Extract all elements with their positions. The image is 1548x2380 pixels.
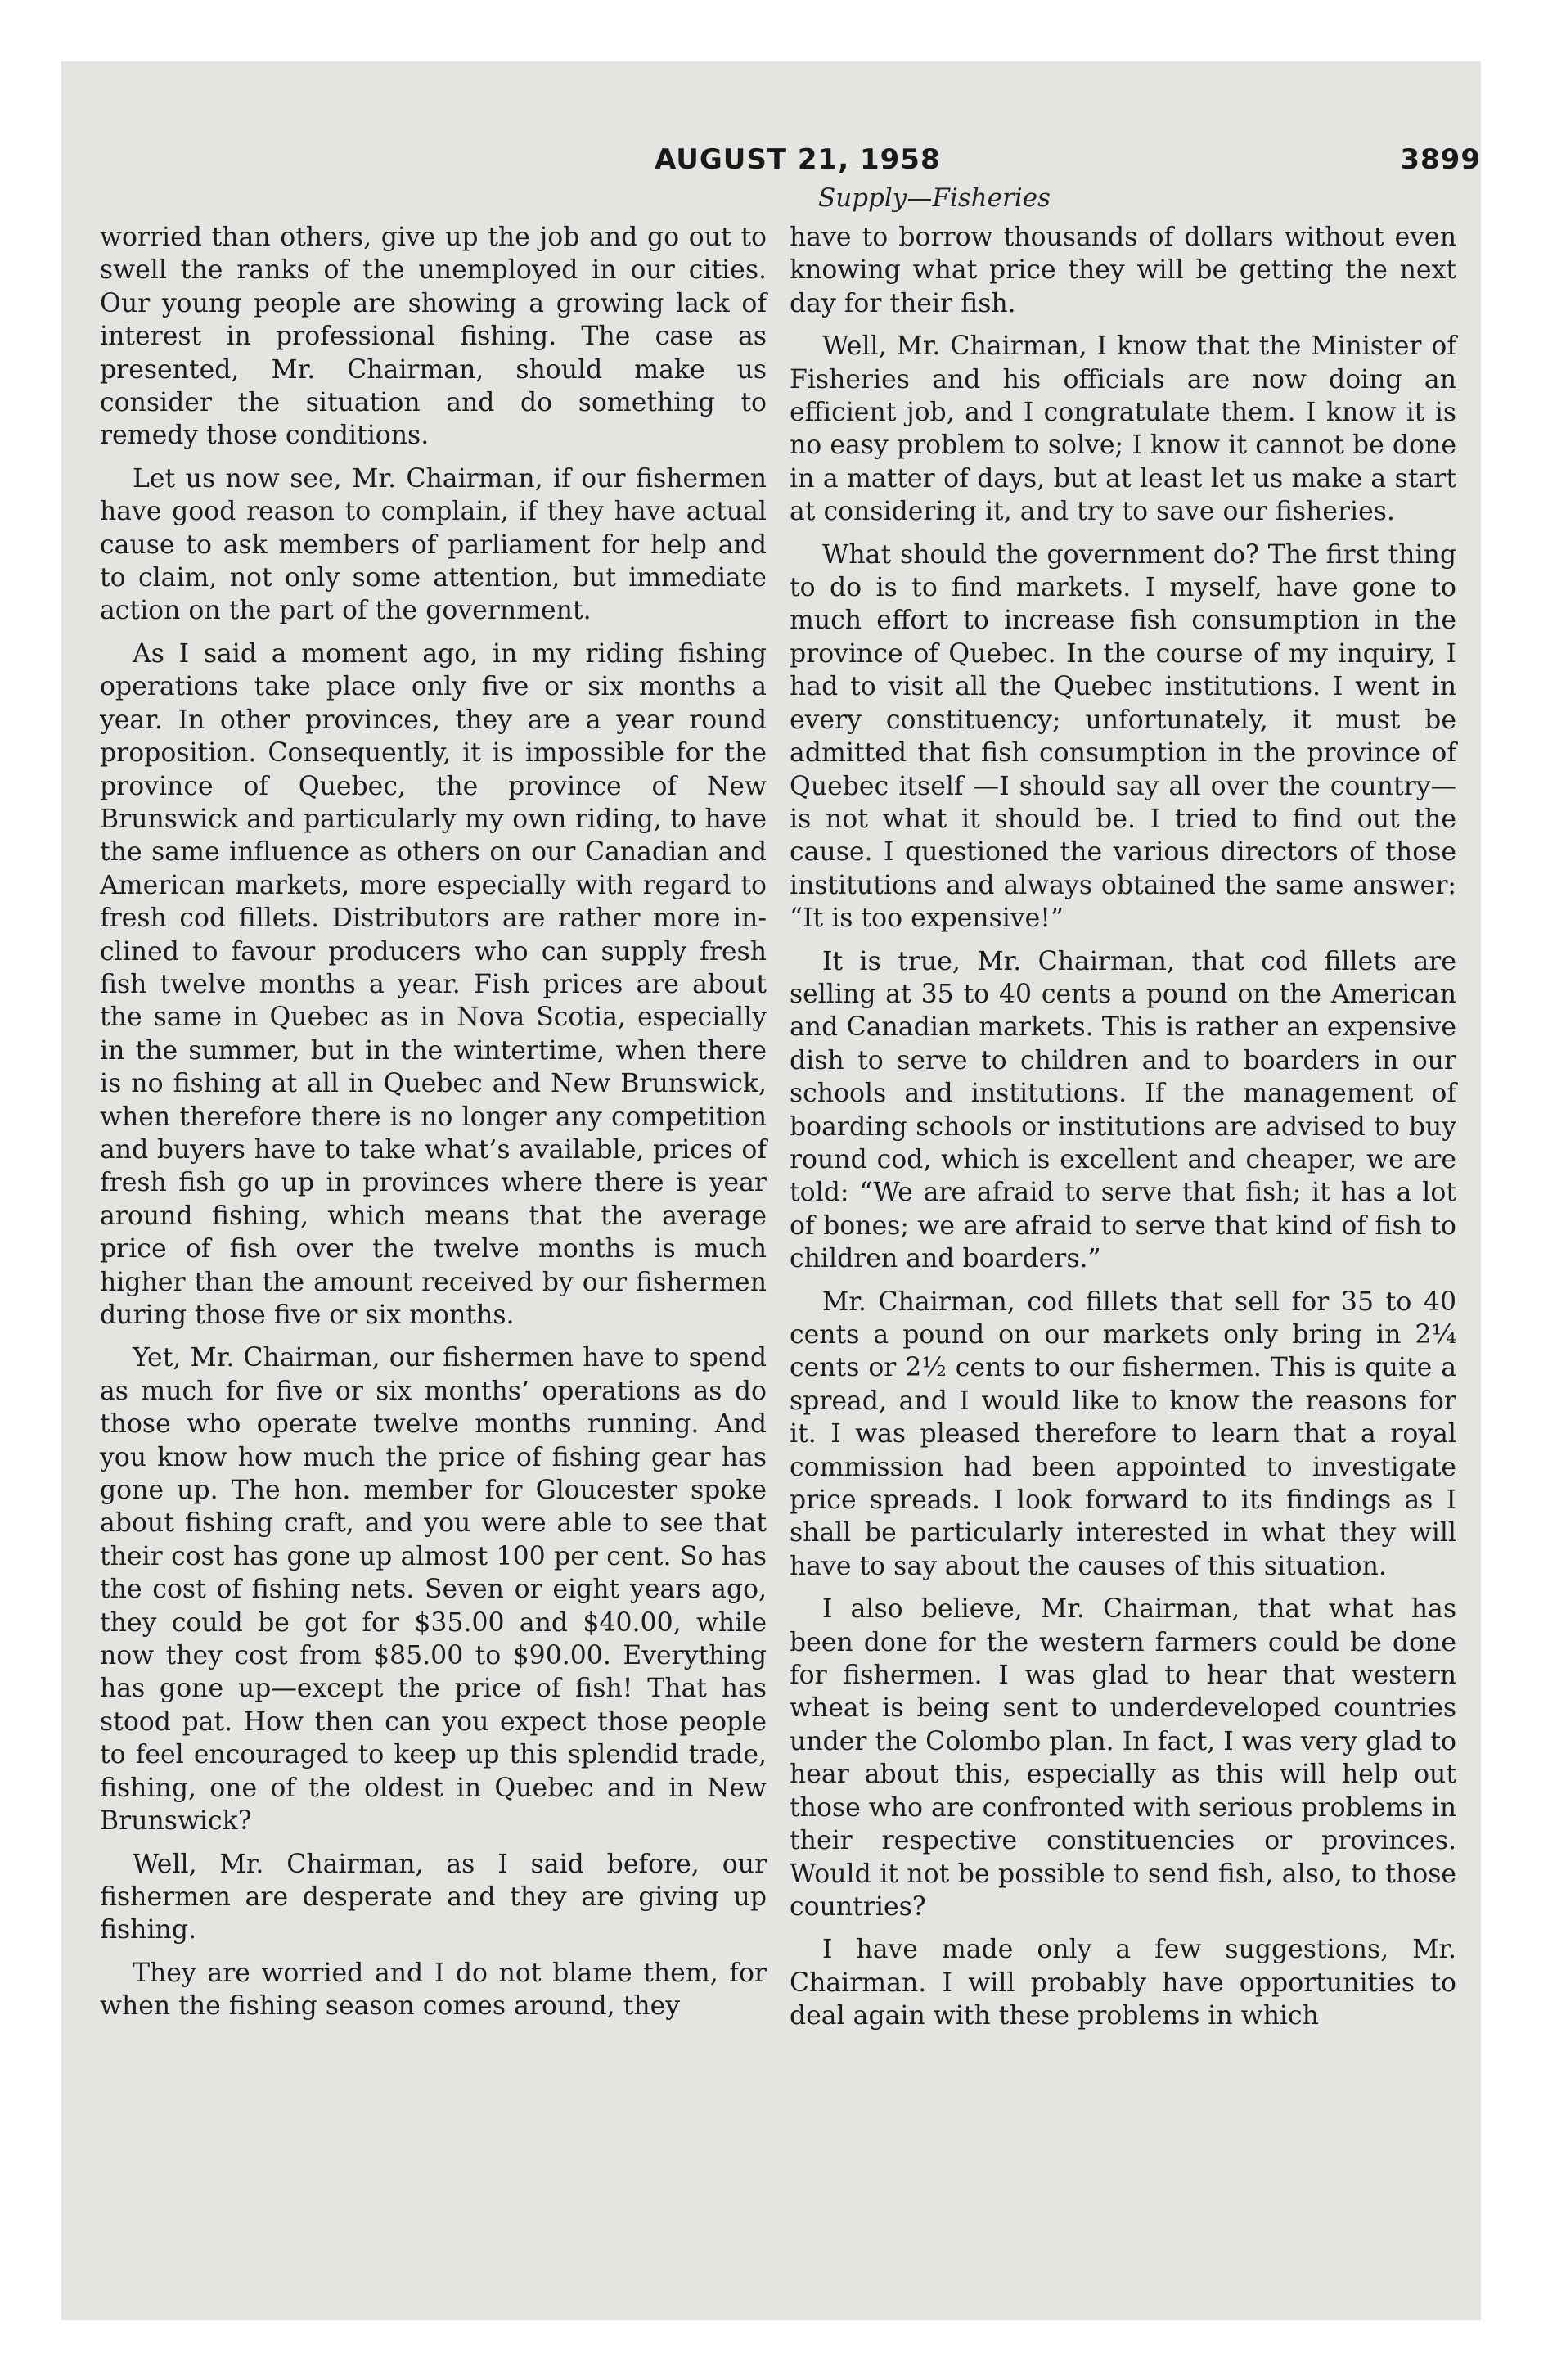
page-number: 3899 <box>1400 143 1481 176</box>
paragraph: It is true, Mr. Chairman, that cod fillets are selling at 35 to 40 cents a pound on the American and Canadian markets. This is rather an expensive dish to serve to children and to boarders in our schools and institutions. If the management of boarding schools or institutions are advised to buy round cod, which is excellent and cheaper, we are told: “We are afraid to serve that fish; it has a lot of bones; we are afraid to serve that kind of fish to children and boarders.” <box>790 946 1456 1274</box>
paragraph: As I said a moment ago, in my riding fishing operations take place only five or six months a year. In other provinces, they are a year round proposition. Consequently, it is impossible for the province of Quebec, the province of New Brunswick and particularly my own riding, to have the same influence as others on our Canadian and American markets, more especially with regard to fresh cod fillets. Distributors are rather more inclined to favour producers who can supply fresh fish twelve months a year. Fish prices are about the same in Quebec as in Nova Scotia, especially in the summer, but in the wintertime, when there is no fishing at all in Quebec and New Brunswick, when therefore there is no longer any competition and buyers have to take what’s available, prices of fresh fish go up in provinces where there is year around fishing, which means that the average price of fish over the twelve months is much higher than the amount received by our fishermen during those five or six months. <box>100 638 767 1330</box>
section-title: Supply—Fisheries <box>818 183 1051 213</box>
left-column <box>100 221 767 2033</box>
paragraph: Yet, Mr. Chairman, our fishermen have to spend as much for five or six months’ operations as do those who operate twelve months running. And you know how much the price of fishing gear has gone up. The hon. member for Gloucester spoke about fishing craft, and you were able to see that their cost has gone up almost 100 per cent. So has the cost of fishing nets. Seven or eight years ago, they could be got for $35.00 and $40.00, while now they cost from $85.00 to $90.00. Everything has gone up—except the price of fish! That has stood pat. How then can you expect those people to feel encouraged to keep up this splendid trade, fishing, one of the oldest in Quebec and in New Brunswick? <box>100 1343 767 1837</box>
paragraph: have to borrow thousands of dollars without even knowing what price they will be getting the next day for their fish. <box>790 223 1456 318</box>
paragraph: What should the government do? The first thing to do is to find markets. I myself, have gone to much effort to increase fish consumption in the province of Quebec. In the course of my inquiry, I had to visit all the Quebec institutions. I went in every constituency; unfortunately, it must be admitted that fish consumption in the province of Quebec itself —I should say all over the country—is not what it should be. I tried to find out the cause. I questioned the various directors of those institutions and always obtained the same answer: “It is too expensive!” <box>790 539 1456 934</box>
paragraph: Well, Mr. Chairman, I know that the Minister of Fisheries and his officials are now doing an efficient job, and I congratulate them. I know it is no easy problem to solve; I know it cannot be done in a matter of days, but at least let us make a start at considering it, and try to save our fisheries. <box>790 331 1456 527</box>
paragraph: I have made only a few suggestions, Mr. Chairman. I will probably have opportunities to deal again with these problems in which <box>790 1935 1456 2031</box>
paragraph: I also believe, Mr. Chairman, that what has been done for the western farmers could be done for fishermen. I was glad to hear that western wheat is being sent to underdeveloped countries under the Colombo plan. In fact, I was very glad to hear about this, especially as this will help out those who are confronted with serious problems in their respective constituencies or provinces. Would it not be possible to send fish, also, to those countries? <box>790 1594 1456 1922</box>
paragraph: worried than others, give up the job and go out to swell the ranks of the unemployed in our cities. Our young people are showing a growing lack of interest in professional fishing. The case as presented, Mr. Chairman, should make us consider the situation and do something to remedy those conditions. <box>100 223 767 451</box>
right-column <box>790 221 1456 2043</box>
paragraph: They are worried and I do not blame them, for when the fishing season comes around, they <box>100 1958 767 2022</box>
page-date-header: AUGUST 21, 1958 <box>655 143 941 176</box>
paragraph: Well, Mr. Chairman, as I said before, our fishermen are desperate and they are giving up fishing. <box>100 1849 767 1945</box>
paragraph: Mr. Chairman, cod fillets that sell for 35 to 40 cents a pound on our markets only bring in 2¼ cents or 2½ cents to our fishermen. This is quite a spread, and I would like to know the reasons for it. I was pleased therefore to learn that a royal commission had been appointed to investigate price spreads. I look forward to its findings as I shall be particularly interested in what they will have to say about the causes of this situation. <box>790 1287 1456 1581</box>
paragraph: Let us now see, Mr. Chairman, if our fishermen have good reason to complain, if they have actual cause to ask members of parliament for help and to claim, not only some attention, but immediate action on the part of the government. <box>100 463 767 626</box>
